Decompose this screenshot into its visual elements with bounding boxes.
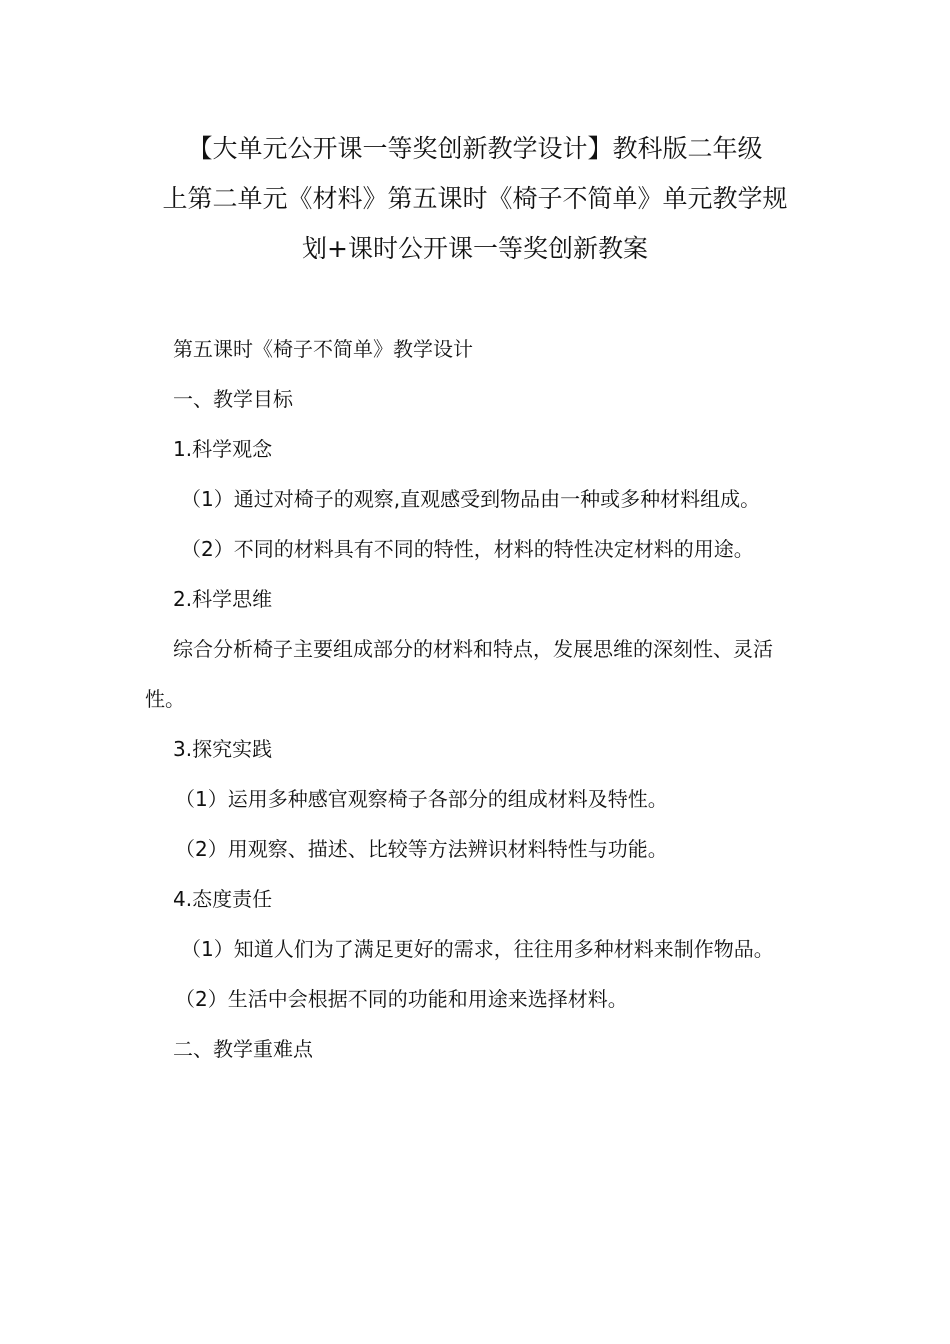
- title-line: 【大单元公开课一等奖创新教学设计】教科版二年级: [187, 134, 763, 163]
- subsection-heading: 2.科学思维: [173, 587, 273, 611]
- lesson-heading: 第五课时《椅子不简单》教学设计: [173, 337, 473, 361]
- section-heading-objectives: 一、教学目标: [173, 387, 293, 411]
- paragraph: （2）生活中会根据不同的功能和用途来选择材料。: [175, 987, 628, 1011]
- paragraph: （1）知道人们为了满足更好的需求，往往用多种材料来制作物品。: [181, 937, 774, 961]
- section-heading-key-points: 二、教学重难点: [173, 1037, 313, 1061]
- subsection-heading: 3.探究实践: [173, 737, 273, 761]
- document-body: [145, 324, 810, 1074]
- paragraph: （1）通过对椅子的观察,直观感受到物品由一种或多种材料组成。: [181, 487, 761, 511]
- document-title: [150, 124, 800, 274]
- paragraph: 综合分析椅子主要组成部分的材料和特点，发展思维的深刻性、灵活性。: [145, 637, 773, 711]
- subsection-heading: 4.态度责任: [173, 887, 273, 911]
- paragraph: （2）不同的材料具有不同的特性，材料的特性决定材料的用途。: [181, 537, 754, 561]
- paragraph: （1）运用多种感官观察椅子各部分的组成材料及特性。: [175, 787, 668, 811]
- paragraph: （2）用观察、描述、比较等方法辨识材料特性与功能。: [175, 837, 668, 861]
- title-line: 上第二单元《材料》第五课时《椅子不简单》单元教学规: [162, 184, 788, 213]
- subsection-heading: 1.科学观念: [173, 437, 273, 461]
- title-line: 划+课时公开课一等奖创新教案: [302, 234, 648, 263]
